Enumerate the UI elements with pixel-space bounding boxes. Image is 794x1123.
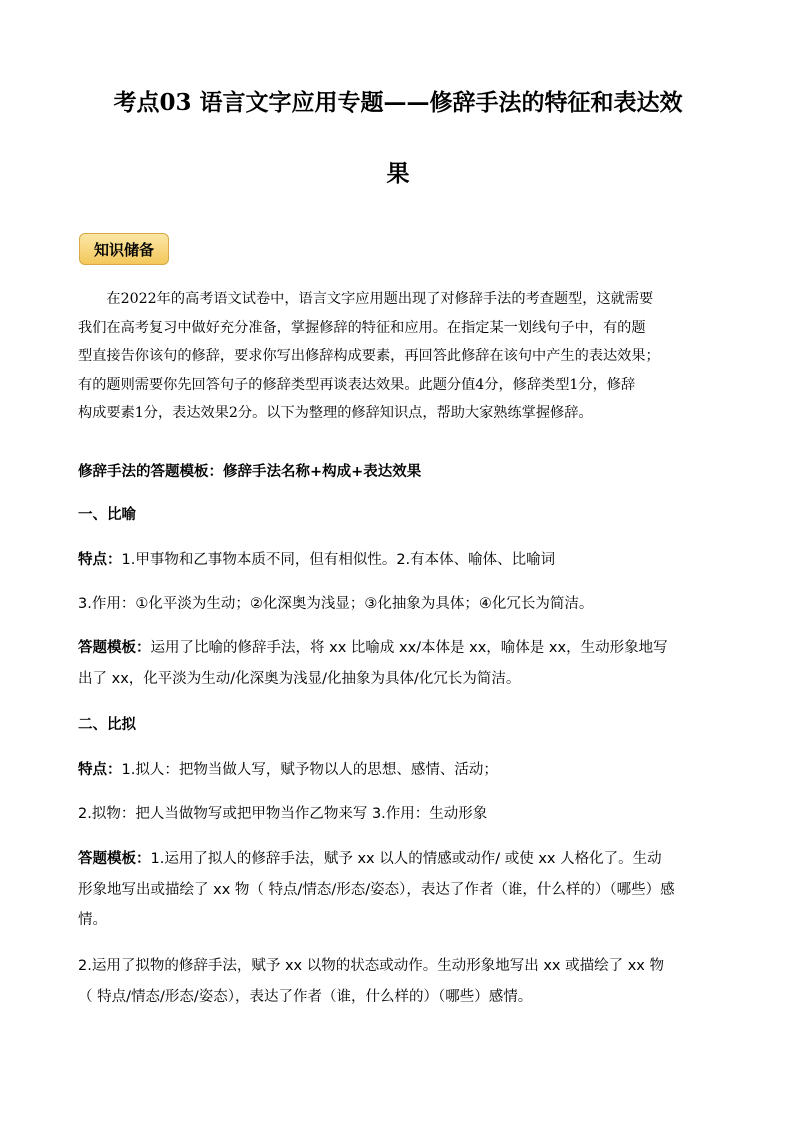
intro-line: 我们在高考复习中做好充分准备，掌握修辞的特征和应用。在指定某一划线句子中，有的题	[78, 319, 646, 336]
intro-line: 型直接告你该句的修辞，要求你写出修辞构成要素，再回答此修辞在该句中产生的表达效果；	[78, 348, 660, 364]
intro-line: 有的题则需要你先回答句子的修辞类型再谈表达效果。此题分值4分，修辞类型1分，修辞	[78, 376, 636, 393]
simile-template-cont: 出了 xx，化平淡为生动/化深奥为浅显/化抽象为具体/化冗长为简洁。	[78, 671, 521, 687]
template-text: 运用了比喻的修辞手法，将 xx 比喻成 xx/本体是 xx，喻体是 xx，生动形象地写	[150, 640, 668, 656]
intro-line: 构成要素1分，表达效果2分。以下为整理的修辞知识点，帮助大家熟练掌握修辞。	[78, 405, 593, 421]
personification-feature-2: 2.拟物：把人当做物写或把甲物当作乙物来写 3.作用：生动形象	[78, 806, 488, 822]
template-text: 1.运用了拟人的修辞手法，赋予 xx 以人的情感或动作/ 或使 xx 人格化了。生动	[150, 851, 662, 867]
page-title-line-2: 果	[386, 160, 410, 187]
knowledge-badge: 知识储备	[79, 233, 169, 265]
personification-feature	[78, 758, 728, 779]
template-label: 答题模板：	[78, 851, 151, 867]
objectification-template-1: 2.运用了拟物的修辞手法，赋予 xx 以物的状态或动作。生动形象地写出 xx 或描绘了 xx 物	[78, 958, 664, 974]
simile-template	[78, 636, 728, 657]
feature-text: 1.拟人：把物当做人写，赋予物以人的思想、感情、活动；	[121, 762, 498, 778]
template-label: 答题模板：	[78, 640, 151, 656]
section-heading-simile: 一、比喻	[78, 507, 136, 523]
intro-paragraph	[78, 288, 728, 431]
simile-feature	[78, 548, 728, 569]
feature-label: 特点：	[78, 552, 122, 568]
personification-template-cont-2: 情。	[78, 912, 107, 928]
section-heading-personification: 二、比拟	[78, 717, 136, 733]
simile-effect: 3.作用：①化平淡为生动；②化深奥为浅显；③化抽象为具体；④化冗长为简洁。	[78, 596, 594, 612]
feature-text: 1.甲事物和乙事物本质不同，但有相似性。2.有本体、喻体、比喻词	[121, 552, 556, 568]
personification-template-cont-1: 形象地写出或描绘了 xx 物（ 特点/情态/形态/姿态），表达了作者（谁，什么样的）（哪些）感	[78, 882, 675, 898]
personification-template	[78, 847, 728, 868]
page-title-line-1: 考点03 语言文字应用专题——修辞手法的特征和表达效	[113, 89, 683, 116]
template-heading: 修辞手法的答题模板：修辞手法名称+构成+表达效果	[78, 464, 422, 480]
feature-label: 特点：	[78, 762, 122, 778]
objectification-template-2: （ 特点/情态/形态/姿态），表达了作者（谁，什么样的）（哪些）感情。	[78, 989, 533, 1005]
intro-line: 在2022年的高考语文试卷中，语言文字应用题出现了对修辞手法的考查题型，这就需要	[78, 291, 654, 307]
